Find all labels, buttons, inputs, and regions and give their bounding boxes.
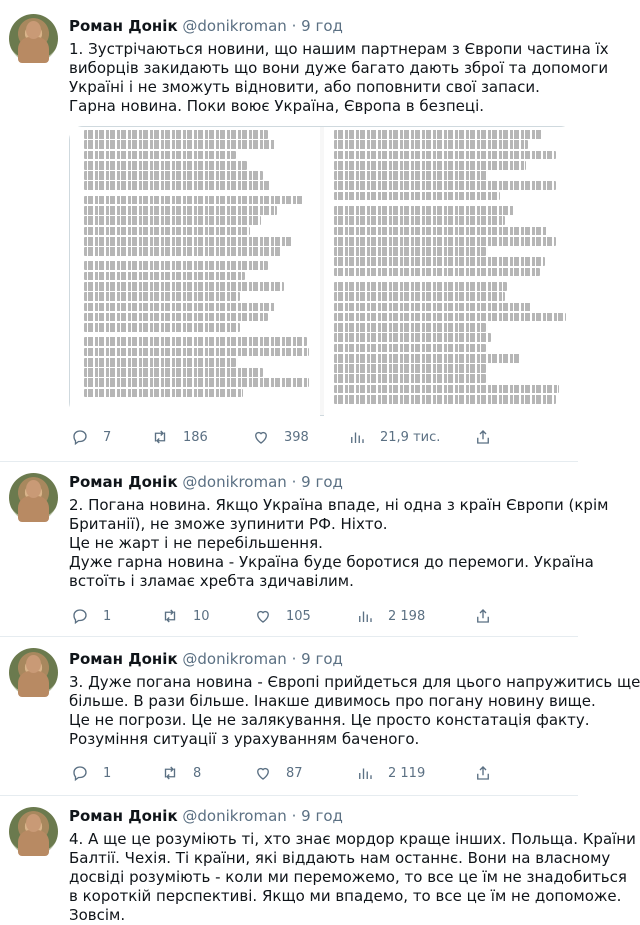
tweet-text-line: Гарна новина. Поки воює Україна, Європа в безпеці.: [69, 97, 485, 115]
avatar[interactable]: [9, 14, 58, 63]
heart-icon: [254, 764, 272, 782]
views-button[interactable]: [348, 428, 440, 446]
retweet-button[interactable]: [161, 607, 210, 625]
tweet-text-line: 4. А ще це розуміють ті, хто знає мордор краще інших. Польща. Країни: [69, 830, 636, 848]
like-count: 105: [286, 608, 311, 624]
reply-button[interactable]: [71, 428, 111, 446]
tweet-text-line: Балтії. Чехія. Ті країни, які віддають нам останнє. Вони на власному: [69, 849, 611, 867]
media-text-line: [334, 323, 486, 332]
media-text-line: [334, 171, 488, 180]
tweet-text-line: більше. В рази більше. Інакше дивимось про погану новину вище.: [69, 692, 596, 710]
media-text-line: [84, 206, 277, 215]
views-button[interactable]: [356, 764, 425, 782]
author-handle[interactable]: @donikroman: [182, 17, 287, 35]
tweet-text: [69, 40, 609, 116]
retweet-icon: [161, 607, 179, 625]
retweet-button[interactable]: [151, 428, 208, 446]
media-text-line: [84, 151, 236, 160]
timestamp[interactable]: 9 год: [301, 17, 343, 35]
media-text-line: [84, 171, 263, 180]
retweet-icon: [151, 428, 169, 446]
media-text-line: [334, 344, 486, 353]
media-text-line: [84, 161, 247, 170]
tweet-text: [69, 496, 609, 591]
media-text-line: [334, 257, 545, 266]
tweet-3[interactable]: [0, 637, 640, 796]
tweet-text-line: 2. Погана новина. Якщо Україна впаде, ні одна з країн Європи (крім: [69, 496, 609, 514]
reply-icon: [71, 607, 89, 625]
author-name[interactable]: Роман Донік: [69, 473, 178, 491]
media-text-line: [84, 368, 263, 377]
media-text-line: [334, 303, 531, 312]
tweet-2[interactable]: [0, 462, 609, 637]
media-text-line: [334, 292, 505, 301]
tweet-text-line: Зовсім.: [69, 906, 126, 924]
media-text-line: [84, 292, 240, 301]
tweet-text-line: Це не погрози. Це не залякування. Це просто констатація факту.: [69, 711, 590, 729]
like-count: 87: [286, 765, 303, 781]
reply-count: 1: [103, 608, 112, 624]
media-text-line: [334, 151, 556, 160]
reply-icon: [71, 428, 89, 446]
media-text-line: [334, 282, 507, 291]
retweet-count: 10: [193, 608, 210, 624]
share-button[interactable]: [474, 764, 492, 782]
bar-chart-icon: [348, 428, 366, 446]
media-text-line: [84, 348, 309, 357]
media-text-line: [334, 140, 528, 149]
retweet-button[interactable]: [161, 764, 201, 782]
tweet-1[interactable]: [0, 0, 609, 462]
tweet-header: [69, 17, 343, 35]
author-handle[interactable]: @donikroman: [182, 650, 287, 668]
like-button[interactable]: [254, 764, 303, 782]
views-button[interactable]: [356, 607, 425, 625]
tweet-text-line: 3. Дуже погана новина - Європі прийдеться для цього напружитись ще: [69, 673, 640, 691]
tweet-4[interactable]: [0, 796, 636, 924]
tweet-text-line: Україні і не зможуть відновити, або поповнити свої запаси.: [69, 78, 540, 96]
reply-button[interactable]: [71, 764, 111, 782]
tweet-text-line: встоїть і зламає хребта здичавілим.: [69, 572, 354, 590]
avatar[interactable]: [9, 648, 58, 697]
author-handle[interactable]: @donikroman: [182, 807, 287, 825]
media-text-line: [84, 323, 240, 332]
tweet-text: [69, 673, 640, 749]
share-button[interactable]: [474, 428, 492, 446]
timestamp[interactable]: 9 год: [301, 807, 343, 825]
media-text-line: [334, 268, 540, 277]
tweet-actions: [69, 764, 499, 784]
media-text-line: [334, 364, 486, 373]
media-text-line: [334, 354, 521, 363]
view-count: 21,9 тис.: [380, 429, 441, 445]
media-text-line: [84, 272, 245, 281]
media-text-line: [84, 261, 268, 270]
media-text-line: [84, 140, 275, 149]
tweet-header: [69, 473, 343, 491]
media-text-line: [334, 206, 514, 215]
media-text-line: [84, 378, 309, 387]
share-button[interactable]: [474, 607, 492, 625]
media-text-line: [84, 303, 275, 312]
media-text-line: [334, 192, 500, 201]
media-text-line: [334, 333, 491, 342]
timestamp[interactable]: 9 год: [301, 650, 343, 668]
media-text-line: [84, 196, 303, 205]
media-text-line: [84, 313, 268, 322]
media-text-line: [84, 216, 261, 225]
share-icon: [474, 607, 492, 625]
bar-chart-icon: [356, 764, 374, 782]
share-icon: [474, 428, 492, 446]
tweet-header: [69, 807, 343, 825]
heart-icon: [254, 607, 272, 625]
like-button[interactable]: [254, 607, 311, 625]
share-icon: [474, 764, 492, 782]
media-text-line: [84, 227, 250, 236]
tweet-text-line: виборців закидають що вони дуже багато дають зброї та допомоги: [69, 59, 609, 77]
reply-button[interactable]: [71, 607, 111, 625]
heart-icon: [252, 428, 270, 446]
tweet-actions: [69, 428, 499, 448]
media-text-line: [334, 247, 486, 256]
media-text-line: [334, 313, 566, 322]
media-text-line: [334, 385, 559, 394]
media-text-line: [84, 181, 270, 190]
view-count: 2 198: [388, 608, 426, 624]
separator-dot: ·: [291, 17, 297, 35]
reply-icon: [71, 764, 89, 782]
tweet-text-line: 1. Зустрічаються новини, що нашим партнерам з Європи частина їх: [69, 40, 609, 58]
media-text-line: [84, 237, 293, 246]
tweet-actions: [69, 607, 499, 627]
like-button[interactable]: [252, 428, 309, 446]
media-text-line: [84, 389, 243, 398]
media-text-line: [84, 358, 236, 367]
timestamp[interactable]: 9 год: [301, 473, 343, 491]
author-name[interactable]: Роман Донік: [69, 17, 178, 35]
reply-count: 7: [103, 429, 112, 445]
avatar[interactable]: [9, 473, 58, 522]
media-text-column-right: [324, 127, 574, 417]
media-text-line: [334, 161, 526, 170]
like-count: 398: [284, 429, 309, 445]
tweet-text-line: досвіді розуміють - коли ми переможемо, то все це їм не знадобиться: [69, 868, 627, 886]
media-text-column-left: [70, 127, 320, 417]
view-count: 2 119: [388, 765, 426, 781]
tweet-text-line: Дуже гарна новина - Україна буде боротися до перемоги. Україна: [69, 553, 594, 571]
bar-chart-icon: [356, 607, 374, 625]
separator-dot: ·: [291, 807, 297, 825]
tweet-text-line: Британії), не зможе зупинити РФ. Ніхто.: [69, 515, 388, 533]
tweet-text-line: в короткій перспективі. Якщо ми впадемо, то все це їм не допоможе.: [69, 887, 622, 905]
avatar[interactable]: [9, 807, 58, 856]
media-text-line: [84, 337, 307, 346]
tweet-header: [69, 650, 343, 668]
author-name[interactable]: Роман Донік: [69, 650, 178, 668]
reply-count: 1: [103, 765, 112, 781]
media-text-line: [84, 282, 284, 291]
separator-dot: ·: [291, 650, 297, 668]
tweet-text-line: Це не жарт і не перебільшення.: [69, 534, 323, 552]
retweet-icon: [161, 764, 179, 782]
retweet-count: 8: [193, 765, 202, 781]
author-handle[interactable]: @donikroman: [182, 473, 287, 491]
separator-dot: ·: [291, 473, 297, 491]
tweet-media-image[interactable]: [69, 126, 574, 416]
tweet-text-line: Розуміння ситуації з урахуванням баченого.: [69, 730, 420, 748]
media-text-line: [334, 374, 486, 383]
retweet-count: 186: [183, 429, 208, 445]
media-text-line: [84, 130, 268, 139]
media-text-line: [334, 216, 505, 225]
media-text-line: [334, 237, 556, 246]
media-text-line: [334, 395, 556, 404]
media-text-line: [334, 130, 542, 139]
media-text-line: [334, 227, 547, 236]
media-text-line: [84, 247, 282, 256]
media-text-line: [334, 181, 556, 190]
tweet-text: [69, 830, 636, 925]
author-name[interactable]: Роман Донік: [69, 807, 178, 825]
